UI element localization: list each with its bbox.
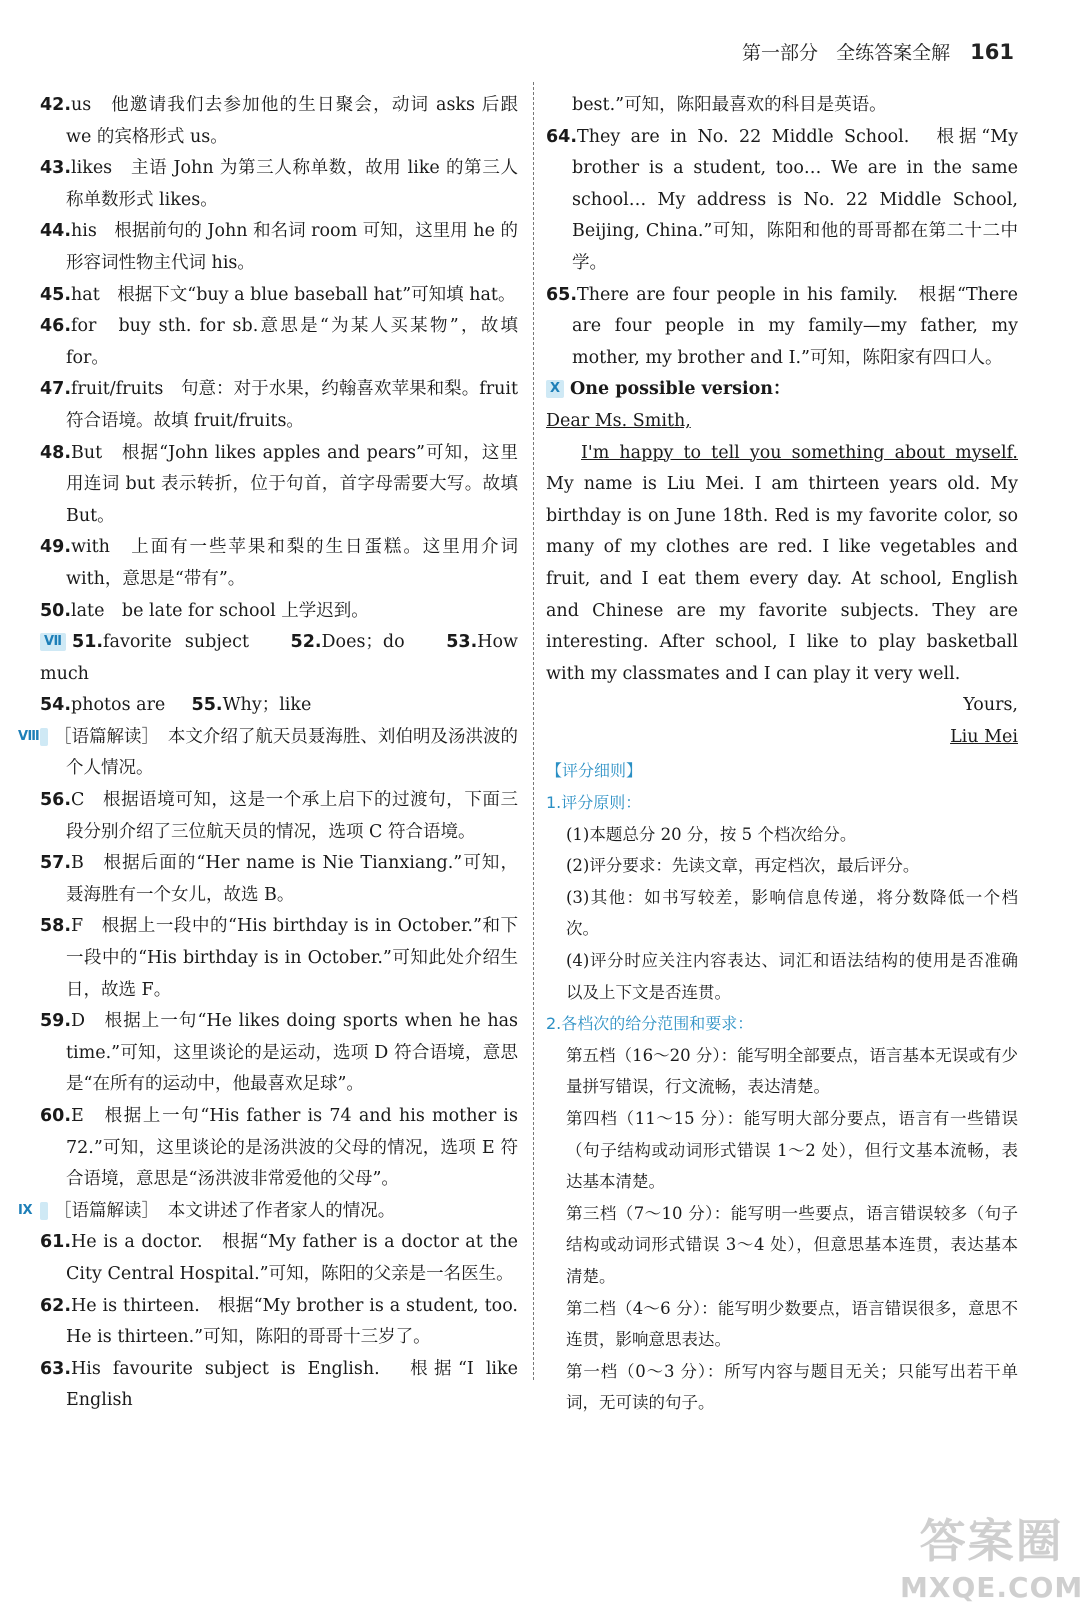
answer-item: 46.for buy sth. for sb.意思是“为某人买某物”，故填 for。 [40,316,518,368]
section-badge-10: Ⅹ [546,380,564,398]
section-badge-9: Ⅸ [40,1202,48,1220]
section-badge-7: Ⅶ [40,633,66,651]
answer-item: 58.F 根据上一段中的“His birthday is in October.”和下一段中的“His birthday is in October.”可知此处介绍生日，故选 F。 [40,916,518,1000]
scoring-rule: (1)本题总分 20 分，按 5 个档次给分。 [566,824,857,844]
section-7-line2: 54.photos are 55.Why；like [40,695,312,716]
answer-item: 49.with 上面有一些苹果和梨的生日蛋糕。这里用介词 with，意思是“带有”。 [40,537,518,589]
section-7-line1: Ⅶ 51.favorite subject 52.Does；do 53.How much [40,632,519,684]
letter-closing: Yours, [963,695,1018,716]
answer-item: 63.His favourite subject is English. 根据“I like English [40,1358,518,1411]
letter-greeting: Dear Ms. Smith, [546,410,691,431]
answer-item: 47.fruit/fruits 句意：对于水果，约翰喜欢苹果和梨。fruit 符合语境。故填 fruit/fruits。 [40,379,518,431]
column-divider [533,82,534,1380]
section-8-intro: Ⅷ ［语篇解读］ 本文介绍了航天员聂海胜、刘伯明及汤洪波的个人情况。 [18,726,518,779]
letter-body: I'm happy to tell you something about myself. My name is Liu Mei. I am thirteen years old. My birthday is on June 18th. Red is my favorite color, so many of my clothes are red. I like vegetables and fruit, and I eat them every day. At school, English and Chinese are my favorite subjects. They are interesting. After school, I like to play basketball with my classmates and I can play it very well. [546,442,1018,684]
answer-item: 44.his 根据前句的 John 和名词 room 可知，这里用 he 的形容词性物主代词 his。 [40,221,518,273]
page-header [742,38,1014,65]
scoring-rule: (3)其他：如书写较差，影响信息传递，将分数降低一个档次。 [566,887,1018,939]
left-column [18,90,519,1417]
answer-item: 45.hat 根据下文“buy a blue baseball hat”可知填 hat。 [40,284,516,305]
watermark-line2: MXQE.COM [900,1571,1084,1604]
answer-item: 65.There are four people in his family. 根据“There are four people in my family—my father, my mother, my brother and I.”可知，陈阳家有四口人。 [546,284,1018,368]
header-section: 第一部分 [741,42,818,64]
answer-item: 60.E 根据上一句“His father is 74 and his mother is 72.”可知，这里谈论的是汤洪波的父母的情况，选项 E 符合语境，意思是“汤洪波非常爱他的父母”。 [40,1106,518,1190]
answer-item: 42.us 他邀请我们去参加他的生日聚会，动词 asks 后跟 we 的宾格形式 us。 [40,95,518,147]
scoring-rule: 第三档（7～10 分）：能写明一些要点，语言错误较多（句子结构或动词形式错误 3～4 处），但意思基本连贯，表达基本清楚。 [566,1203,1018,1286]
header-title: 全练答案全解 [836,42,951,64]
answer-item: 62.He is thirteen. 根据“My brother is a student, too. He is thirteen.”可知，陈阳的哥哥十三岁了。 [40,1295,518,1348]
watermark [900,1505,1083,1604]
scoring-heading-1: 1.评分原则： [546,793,642,813]
scoring-title: 【评分细则】 [546,761,643,781]
scoring-rule: 第二档（4～6 分）：能写明少数要点，语言错误很多，意思不连贯，影响意思表达。 [566,1298,1018,1350]
letter-signature: Liu Mei [950,726,1018,747]
answer-item: 64.They are in No. 22 Middle School. 根据“My brother is a student, too… We are in the same school… My address is No. 22 Middle School, Beijing, China.”可知，陈阳和他的哥哥都在第二十二中学。 [546,126,1018,273]
section-10-title: Ⅹ One possible version： [546,374,1018,406]
scoring-rule: 第五档（16～20 分）：能写明全部要点，语言基本无误或有少量拼写错误，行文流畅，表达清楚。 [566,1045,1018,1097]
scoring-rule: (2)评分要求：先读文章，再定档次，最后评分。 [566,856,920,876]
watermark-line1: 答案圈 [919,1514,1064,1568]
section-badge-8: Ⅷ [40,728,48,746]
answer-item: 57.B 根据后面的“Her name is Nie Tianxiang.”可知，聂海胜有一个女儿，故选 B。 [40,853,518,905]
right-column [546,90,1018,1419]
scoring-rule: (4)评分时应关注内容表达、词汇和语法结构的使用是否准确以及上下文是否连贯。 [566,951,1018,1002]
answer-item: 59.D 根据上一句“He likes doing sports when he has time.”可知，这里谈论的是运动，选项 D 符合语境，意思是“在所有的运动中，他最喜欢足球”。 [40,1011,518,1095]
answer-item: 56.C 根据语境可知，这是一个承上启下的过渡句，下面三段分别介绍了三位航天员的情况，选项 C 符合语境。 [40,790,518,842]
scoring-rule: 第四档（11～15 分）：能写明大部分要点，语言有一些错误（句子结构或动词形式错误 1～2 处），但行文基本流畅，表达基本清楚。 [566,1109,1018,1192]
answer-item: 50.late be late for school 上学迟到。 [40,600,369,621]
answer-item: 61.He is a doctor. 根据“My father is a doctor at the City Central Hospital.”可知，陈阳的父亲是一名医生。 [40,1232,518,1284]
answer-item: 48.But 根据“John likes apples and pears”可知，这里用连词 but 表示转折，位于句首，首字母需要大写。故填 But。 [40,442,518,526]
scoring-heading-2: 2.各档次的给分范围和要求： [546,1014,754,1034]
answer-item: 43.likes 主语 John 为第三人称单数，故用 like 的第三人称单数形式 likes。 [40,158,518,210]
scoring-rule: 第一档（0～3 分）：所写内容与题目无关；只能写出若干单词，无可读的句子。 [566,1361,1018,1413]
answer-63-continued: best.”可知，陈阳最喜欢的科目是英语。 [572,95,887,115]
page-number: 161 [970,40,1014,64]
section-9-intro: Ⅸ ［语篇解读］ 本文讲述了作者家人的情况。 [18,1200,396,1221]
